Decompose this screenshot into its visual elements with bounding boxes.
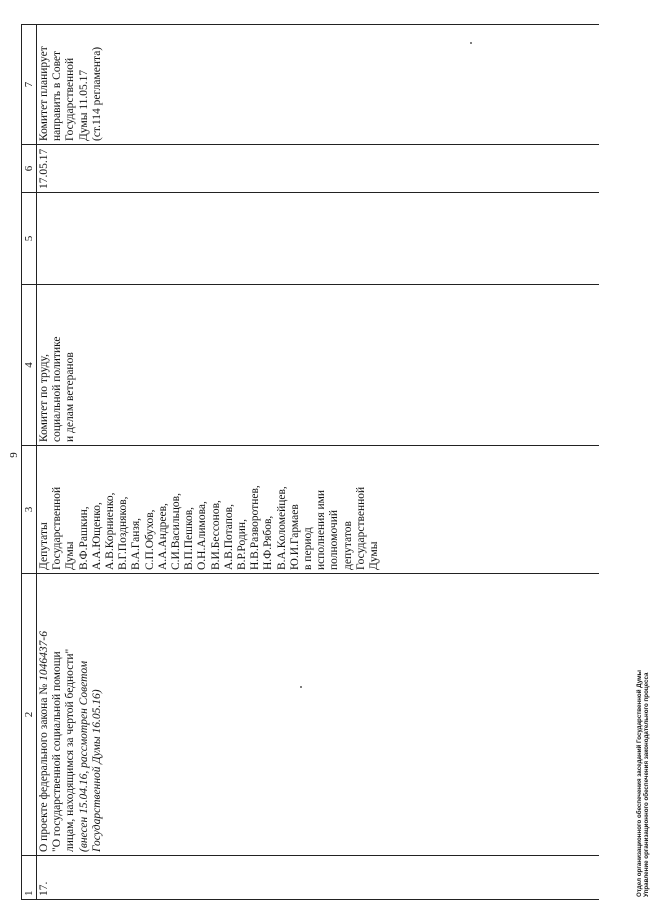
column-header-3: 3 — [22, 446, 37, 574]
department-footer — [636, 670, 650, 897]
column-header-2: 2 — [22, 574, 37, 856]
column-5-cell — [37, 193, 600, 285]
page-number: 9 — [8, 452, 20, 458]
column-header-7: 7 — [22, 25, 37, 145]
bill-title: О проекте федерального закона № — [38, 680, 50, 852]
scan-speck — [300, 686, 302, 688]
scan-speck — [470, 42, 472, 44]
column-header-1: 1 — [22, 856, 37, 900]
column-header-row — [22, 25, 37, 900]
responsible-committee: Комитет по труду, социальной политике и делам ветеранов — [37, 285, 600, 446]
bill-authors: Депутаты Государственной Думы В.Ф.Рашкин, А.А.Ющенко, А.В.Корниенко, В.Г.Поздняков, В.А.Ганзя, С.П.Обухов, А.А.Андреев, С.И.Васильцов, В.П.Пешков, О.Н.Алимова, В.И.Бессонов, А.В.Потапов, В.Р.Родин, Н.В.Разворотнев, Н.Ф.Рябов, В.А.Коломейцев, Ю.И.Гармаев в период исполнения ими полномочий депутатов Государственной Думы — [37, 446, 600, 574]
bill-title-rest: "О государственной социальной помощи лицам, находящимся за чертой бедности" — [51, 648, 77, 852]
department-line-1: Отдел организационного обеспечения заседаний Государственной Думы — [636, 670, 643, 897]
bill-description — [37, 574, 600, 856]
bill-note: (внесен 15.04.16, рассмотрен Советом Государственной Думы 16.05.16) — [77, 660, 103, 852]
column-header-4: 4 — [22, 285, 37, 446]
table-row — [37, 25, 600, 900]
rotated-sheet — [0, 5, 650, 905]
department-line-2: Управление организационного обеспечения законодательного процесса — [643, 672, 650, 897]
agenda-table — [21, 24, 599, 900]
column-header-6: 6 — [22, 145, 37, 193]
planned-date: 17.05.17 — [37, 145, 600, 193]
column-header-5: 5 — [22, 193, 37, 285]
row-number: 17. — [37, 856, 600, 900]
remark: Комитет планирует направить в Совет Государственной Думы 11.05.17 (ст.114 регламента) — [37, 25, 600, 145]
bill-number: 1046437-6 — [38, 630, 50, 681]
